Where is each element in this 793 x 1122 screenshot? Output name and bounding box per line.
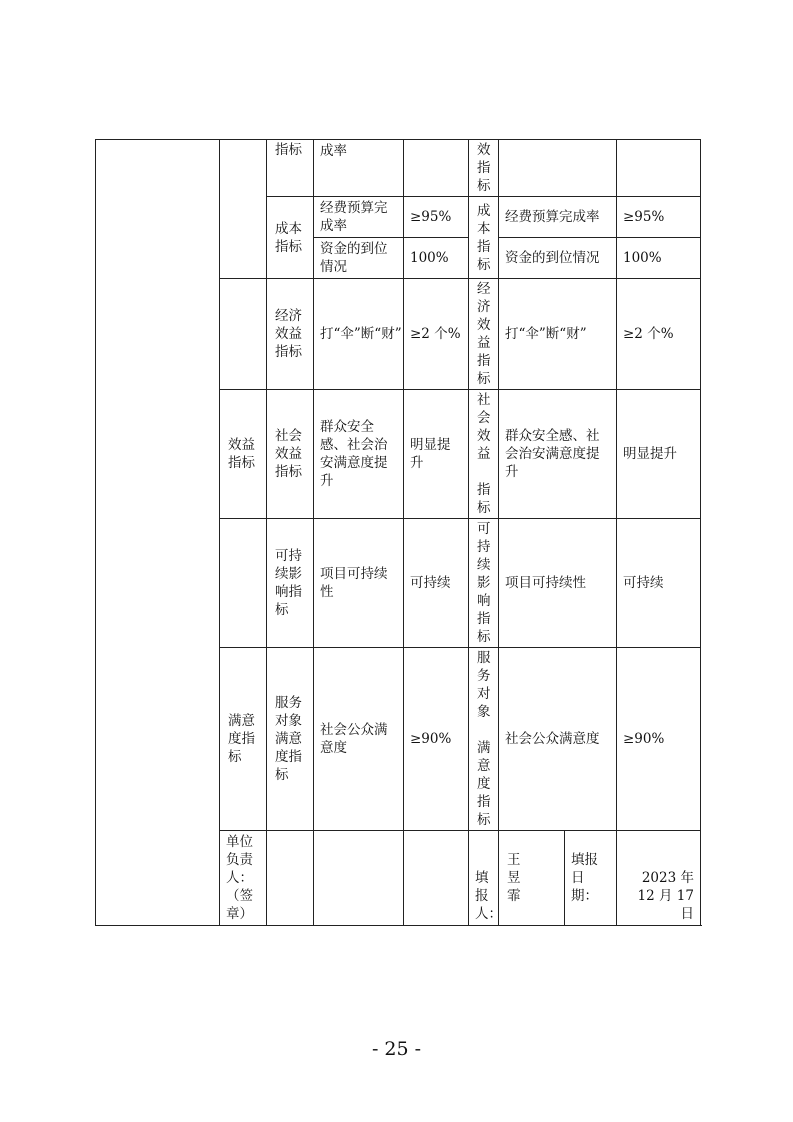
value2-cell: ≥2 个% xyxy=(617,279,701,390)
indicator-cell: 项目可持续性 xyxy=(314,519,404,648)
indicator2-cell: 资金的到位情况 xyxy=(499,238,617,279)
mid-level3-cell: 服务对象 满意度指标 xyxy=(469,648,499,831)
mid-level3-cell: 成本指标 xyxy=(469,197,499,279)
level2-cell xyxy=(220,519,267,648)
table-row xyxy=(96,140,701,197)
level3-cell: 社会效益指标 xyxy=(267,390,314,519)
level2-cell xyxy=(220,279,267,390)
mid-level3-cell: 经济效益指标 xyxy=(469,279,499,390)
date-label-cell: 填报日期： xyxy=(565,831,617,926)
mid-level3-cell: 效指标 xyxy=(469,140,499,197)
level3-cell: 服务对象满意度指标 xyxy=(267,648,314,831)
filler-name-cell: 王昱霏 xyxy=(499,831,565,926)
indicator-cell: 经费预算完成率 xyxy=(314,197,404,238)
indicator-cell: 群众安全感、社会治安满意度提升 xyxy=(314,390,404,519)
value-cell: 可持续 xyxy=(404,519,469,648)
level2-cell: 效益指标 xyxy=(220,390,267,519)
level2-cell xyxy=(220,140,267,279)
value-cell: 明显提升 xyxy=(404,390,469,519)
indicator-cell: 社会公众满意度 xyxy=(314,648,404,831)
indicator-cell: 成率 xyxy=(314,140,404,197)
level3-cell: 经济效益指标 xyxy=(267,279,314,390)
value2-cell: 可持续 xyxy=(617,519,701,648)
value2-cell: ≥90% xyxy=(617,648,701,831)
indicator2-cell xyxy=(499,140,617,197)
indicator2-cell: 社会公众满意度 xyxy=(499,648,617,831)
empty-cell xyxy=(267,831,314,926)
value-cell: ≥90% xyxy=(404,648,469,831)
mid-level3-cell: 可持续影响指标 xyxy=(469,519,499,648)
empty-cell xyxy=(404,831,469,926)
filler-label-cell: 填报人： xyxy=(469,831,499,926)
indicator2-cell: 项目可持续性 xyxy=(499,519,617,648)
value-cell: ≥2 个% xyxy=(404,279,469,390)
value-cell xyxy=(404,140,469,197)
performance-indicator-table xyxy=(95,139,701,926)
indicator-cell: 资金的到位情况 xyxy=(314,238,404,279)
level3-cell: 可持续影响指标 xyxy=(267,519,314,648)
empty-cell xyxy=(314,831,404,926)
value-cell: ≥95% xyxy=(404,197,469,238)
level2-cell: 满意度指标 xyxy=(220,648,267,831)
value2-cell: 100% xyxy=(617,238,701,279)
level3-cell: 指标 xyxy=(267,140,314,197)
indicator2-cell: 经费预算完成率 xyxy=(499,197,617,238)
indicator2-cell: 群众安全感、社会治安满意度提升 xyxy=(499,390,617,519)
value2-cell: ≥95% xyxy=(617,197,701,238)
level3-cell: 成本指标 xyxy=(267,197,314,279)
unit-head-cell: 单位负责人：（签章） xyxy=(220,831,267,926)
value-cell: 100% xyxy=(404,238,469,279)
mid-level3-cell: 社会效益 指标 xyxy=(469,390,499,519)
value2-cell xyxy=(617,140,701,197)
value2-cell: 明显提升 xyxy=(617,390,701,519)
indicator2-cell: 打“伞”断“财” xyxy=(499,279,617,390)
indicator-cell: 打“伞”断“财” xyxy=(314,279,404,390)
page-number: - 25 - xyxy=(371,1038,422,1060)
level1-cell xyxy=(96,140,220,926)
date-value-cell: 2023 年 12 月 17 日 xyxy=(617,831,701,926)
